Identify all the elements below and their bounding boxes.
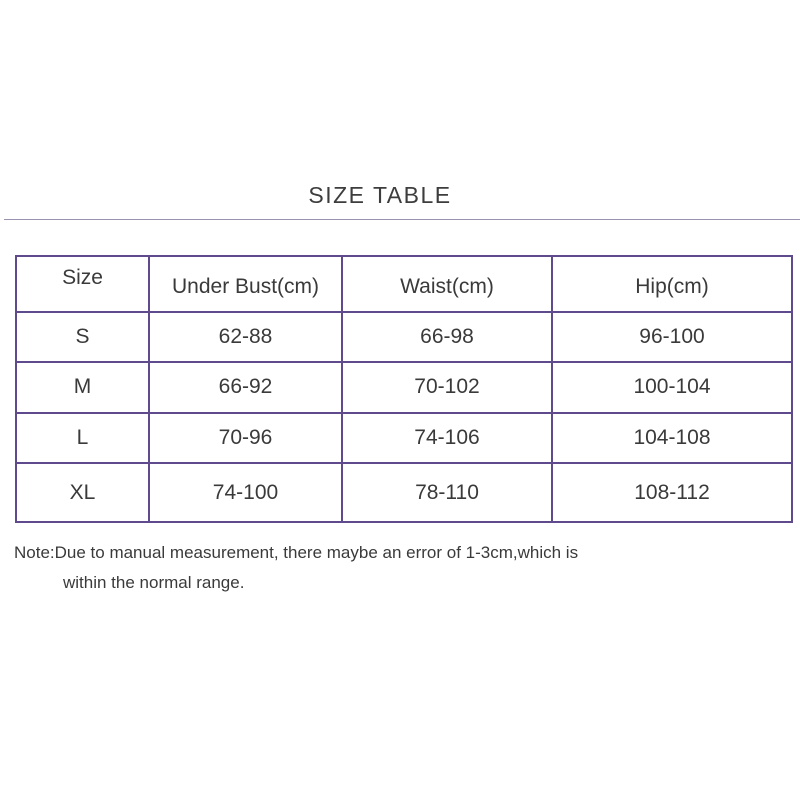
size-cell: XL: [16, 463, 149, 522]
waist-cell: 70-102: [342, 362, 552, 413]
waist-cell: 78-110: [342, 463, 552, 522]
header-waist: Waist(cm): [342, 256, 552, 312]
table-row: [16, 362, 792, 413]
under-bust-cell: 70-96: [149, 413, 342, 464]
table-row: [16, 312, 792, 363]
under-bust-cell: 66-92: [149, 362, 342, 413]
waist-cell: 74-106: [342, 413, 552, 464]
size-cell: S: [16, 312, 149, 363]
waist-cell: 66-98: [342, 312, 552, 363]
size-cell: M: [16, 362, 149, 413]
header-under-bust: Under Bust(cm): [149, 256, 342, 312]
page-title: SIZE TABLE: [308, 182, 452, 208]
table-header-row: [16, 256, 792, 312]
hip-cell: 104-108: [552, 413, 792, 464]
hip-cell: 108-112: [552, 463, 792, 522]
under-bust-cell: 74-100: [149, 463, 342, 522]
table-row: [16, 413, 792, 464]
header-size: Size: [16, 256, 149, 312]
note-line-1: Note:Due to manual measurement, there maybe an error of 1-3cm,which is: [14, 543, 579, 562]
table-row: [16, 463, 792, 522]
size-table: [15, 255, 793, 523]
header-hip: Hip(cm): [552, 256, 792, 312]
note-line-2: within the normal range.: [63, 573, 245, 592]
size-cell: L: [16, 413, 149, 464]
hip-cell: 100-104: [552, 362, 792, 413]
title-divider: [4, 219, 800, 220]
measurement-note: [14, 538, 774, 598]
hip-cell: 96-100: [552, 312, 792, 363]
under-bust-cell: 62-88: [149, 312, 342, 363]
